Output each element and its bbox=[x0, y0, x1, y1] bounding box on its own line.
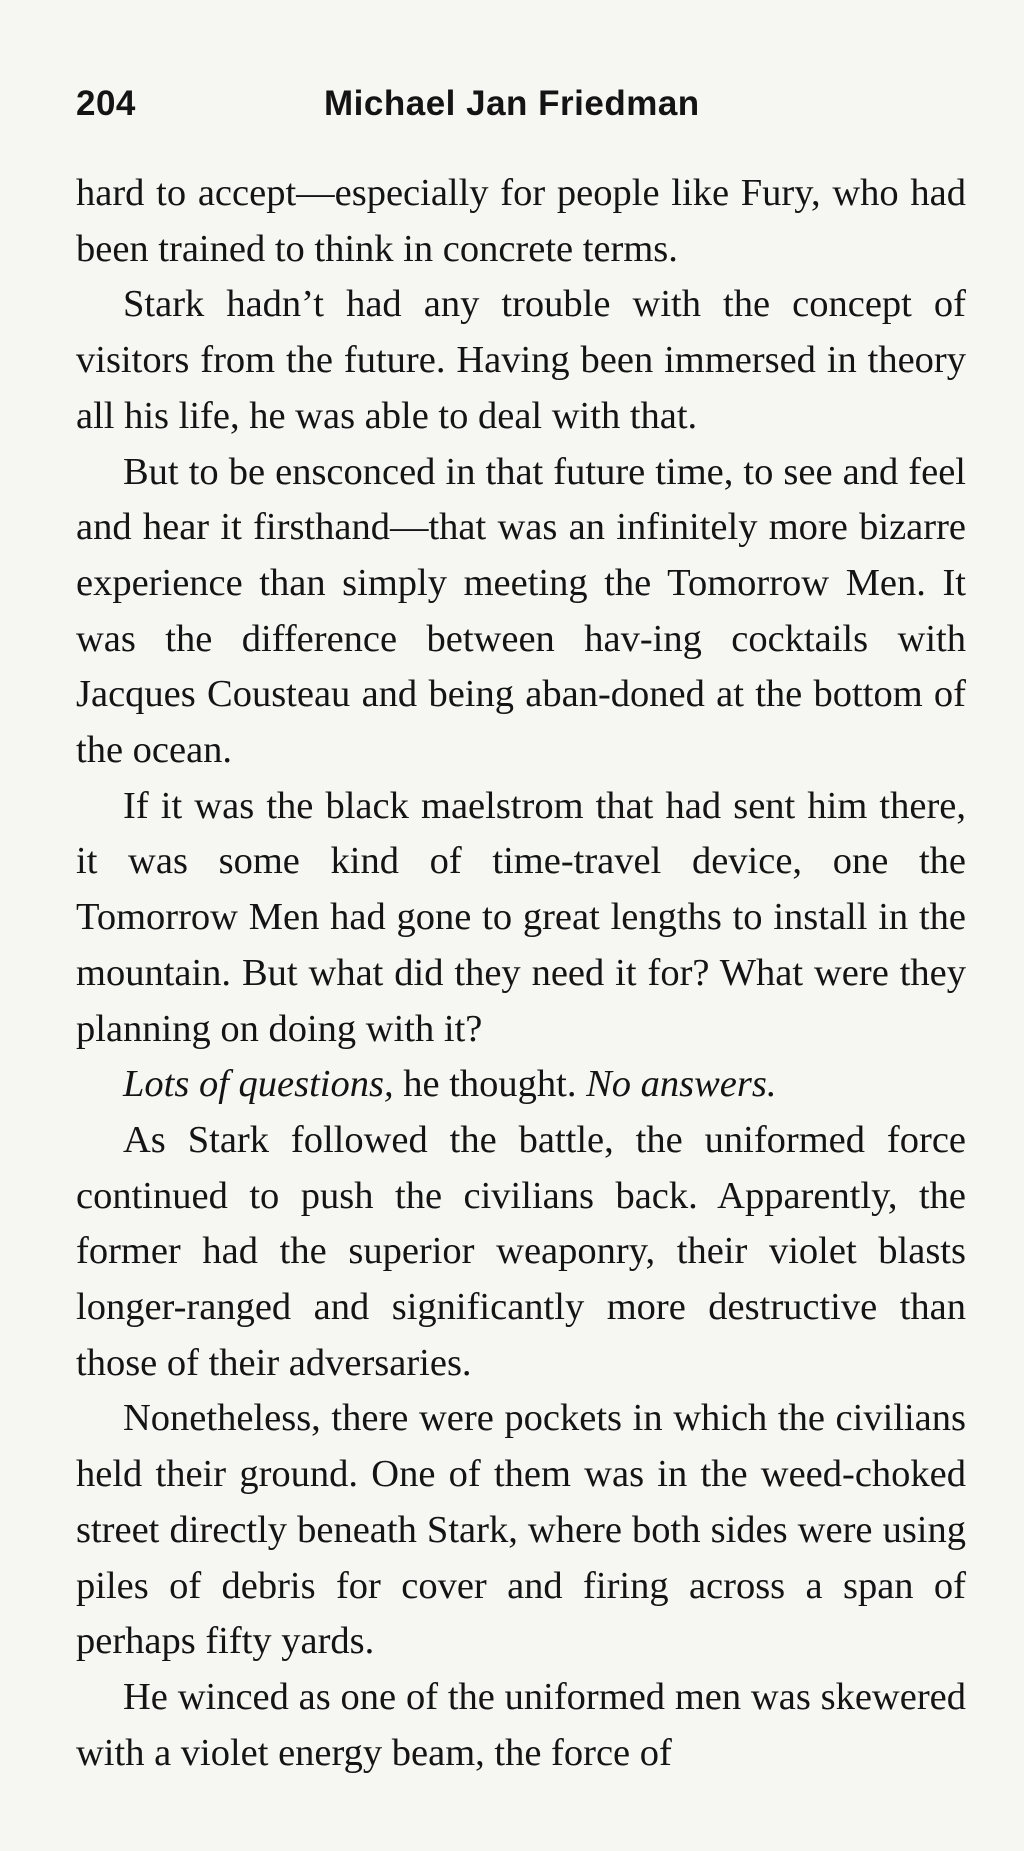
paragraph-4: If it was the black maelstrom that had sent him there, it was some kind of time-travel device, one the Tomorrow Men had gone to great lengths to install in the mountain. But what did they need it for? What were they planning on doing with it? bbox=[76, 784, 966, 1050]
paragraph-7: Nonetheless, there were pockets in which the civilians held their ground. One of them was in the weed-choked street directly beneath Stark, where both sides were using piles of debris for cover and firing across a span of perhaps fifty yards. bbox=[76, 1397, 966, 1663]
paragraph-5 bbox=[76, 1057, 966, 1113]
paragraph-2: Stark hadn’t had any trouble with the concept of visitors from the future. Having been immersed in theory all his life, he was able to deal with that. bbox=[76, 283, 966, 437]
thought-text: he thought. bbox=[393, 1063, 587, 1106]
paragraph-3: But to be ensconced in that future time, to see and feel and hear it firsthand—that was an infinitely more bizarre experience than simply meeting the Tomorrow Men. It was the difference between hav-ing cocktails with Jacques Cousteau and being aban-doned at the bottom of the ocean. bbox=[76, 450, 966, 772]
page-number: 204 bbox=[76, 84, 136, 123]
running-title: Michael Jan Friedman bbox=[324, 84, 700, 123]
body-text bbox=[76, 166, 966, 1781]
paragraph-6: As Stark followed the battle, the uniformed force continued to push the civilians back. Apparently, the former had the superior weaponry, their violet blasts longer-ranged and significantly more destructive than those of their adversaries. bbox=[76, 1118, 966, 1384]
page-header bbox=[76, 84, 966, 132]
italic-thought-1: Lots of questions, bbox=[123, 1063, 394, 1106]
paragraph-8: He winced as one of the uniformed men was skewered with a violet energy beam, the force of bbox=[76, 1675, 966, 1774]
italic-thought-2: No answers. bbox=[586, 1063, 777, 1106]
paragraph-1: hard to accept—especially for people like Fury, who had been trained to think in concrete terms. bbox=[76, 172, 966, 270]
